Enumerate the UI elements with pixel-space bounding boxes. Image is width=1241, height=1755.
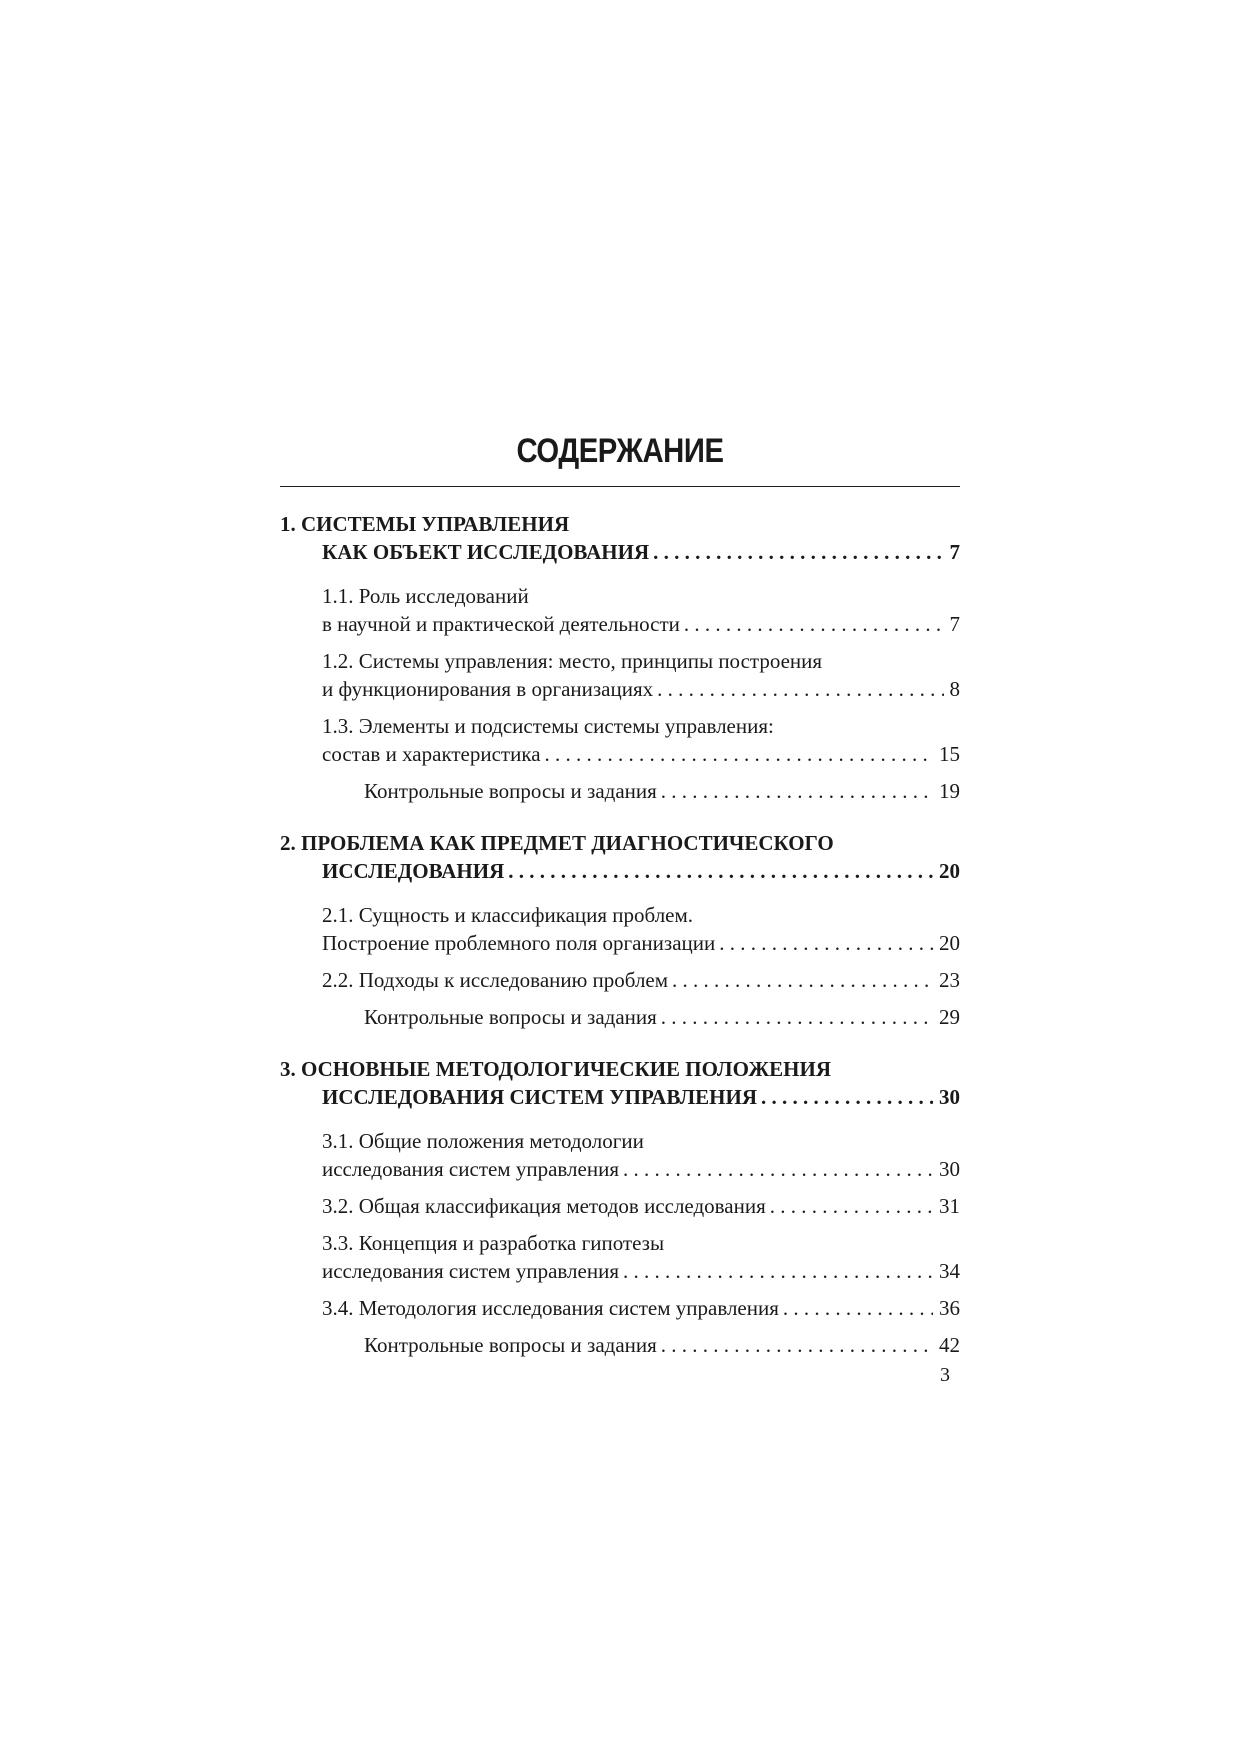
dot-leader [672, 966, 933, 994]
toc-control-questions-1[interactable] [280, 777, 960, 805]
section-page-number: 20 [939, 931, 960, 955]
section-title: 3.4. Методология исследования систем управления [322, 1296, 779, 1320]
title-divider [280, 486, 960, 487]
section-title-line2: в научной и практической деятельности [322, 612, 680, 636]
dot-leader [653, 538, 943, 566]
toc-chapter-1[interactable] [280, 510, 960, 566]
section-page-number: 15 [939, 742, 960, 766]
chapter-page-number: 30 [939, 1085, 960, 1109]
section-page-number: 31 [939, 1194, 960, 1218]
section-title-line2: и функционирования в организациях [322, 677, 654, 701]
dot-leader [661, 1003, 933, 1031]
section-title-line1: 1.3. Элементы и подсистемы системы управления: [322, 714, 774, 738]
chapter-title-line1: 3. ОСНОВНЫЕ МЕТОДОЛОГИЧЕСКИЕ ПОЛОЖЕНИЯ [280, 1057, 831, 1081]
chapter-page-number: 20 [939, 859, 960, 883]
dot-leader [761, 1083, 933, 1111]
toc-section-3-2[interactable] [280, 1192, 960, 1220]
control-questions-label: Контрольные вопросы и задания [364, 1005, 657, 1029]
chapter-title-line1: 2. ПРОБЛЕМА КАК ПРЕДМЕТ ДИАГНОСТИЧЕСКОГО [280, 831, 834, 855]
section-page-number: 23 [939, 968, 960, 992]
dot-leader [661, 777, 933, 805]
control-questions-label: Контрольные вопросы и задания [364, 1333, 657, 1357]
control-page-number: 19 [939, 779, 960, 803]
chapter-title-line2: ИССЛЕДОВАНИЯ СИСТЕМ УПРАВЛЕНИЯ [322, 1085, 758, 1109]
section-title: 2.2. Подходы к исследованию проблем [322, 968, 669, 992]
toc-control-questions-3[interactable] [280, 1331, 960, 1359]
toc-section-1-3[interactable] [280, 712, 960, 768]
section-title-line1: 2.1. Сущность и классификация проблем. [322, 903, 694, 927]
dot-leader [657, 675, 943, 703]
section-page-number: 7 [949, 612, 960, 636]
page-number: 3 [940, 1364, 950, 1386]
section-title-line2: состав и характеристика [322, 742, 541, 766]
section-page-number: 34 [939, 1259, 960, 1283]
table-of-contents [280, 510, 960, 1383]
toc-chapter-3[interactable] [280, 1055, 960, 1111]
section-title-line1: 3.1. Общие положения методологии [322, 1129, 644, 1153]
dot-leader [623, 1257, 933, 1285]
section-title-line1: 1.1. Роль исследований [322, 584, 529, 608]
chapter-page-number: 7 [949, 540, 960, 564]
control-page-number: 29 [939, 1005, 960, 1029]
toc-section-2-1[interactable] [280, 901, 960, 957]
section-title-line1: 3.3. Концепция и разработка гипотезы [322, 1231, 665, 1255]
dot-leader [719, 929, 933, 957]
toc-section-3-3[interactable] [280, 1229, 960, 1285]
toc-section-1-1[interactable] [280, 582, 960, 638]
chapter-title-line1: 1. СИСТЕМЫ УПРАВЛЕНИЯ [280, 512, 570, 536]
control-page-number: 42 [939, 1333, 960, 1357]
section-title: 3.2. Общая классификация методов исследования [322, 1194, 766, 1218]
toc-section-3-4[interactable] [280, 1294, 960, 1322]
dot-leader [508, 857, 933, 885]
page-title: СОДЕРЖАНИЕ [516, 432, 724, 470]
section-title-line2: исследования систем управления [322, 1157, 619, 1181]
section-page-number: 8 [949, 677, 960, 701]
section-page-number: 30 [939, 1157, 960, 1181]
dot-leader [770, 1192, 933, 1220]
chapter-title-line2: ИССЛЕДОВАНИЯ [322, 859, 505, 883]
toc-section-1-2[interactable] [280, 647, 960, 703]
dot-leader [661, 1331, 933, 1359]
chapter-title-line2: КАК ОБЪЕКТ ИССЛЕДОВАНИЯ [322, 540, 650, 564]
section-title-line1: 1.2. Системы управления: место, принципы построения [322, 649, 823, 673]
section-page-number: 36 [939, 1296, 960, 1320]
section-title-line2: Построение проблемного поля организации [322, 931, 716, 955]
dot-leader [684, 610, 944, 638]
dot-leader [545, 740, 933, 768]
section-title-line2: исследования систем управления [322, 1259, 619, 1283]
toc-section-3-1[interactable] [280, 1127, 960, 1183]
dot-leader [783, 1294, 933, 1322]
toc-control-questions-2[interactable] [280, 1003, 960, 1031]
toc-section-2-2[interactable] [280, 966, 960, 994]
dot-leader [623, 1155, 933, 1183]
toc-chapter-2[interactable] [280, 829, 960, 885]
control-questions-label: Контрольные вопросы и задания [364, 779, 657, 803]
